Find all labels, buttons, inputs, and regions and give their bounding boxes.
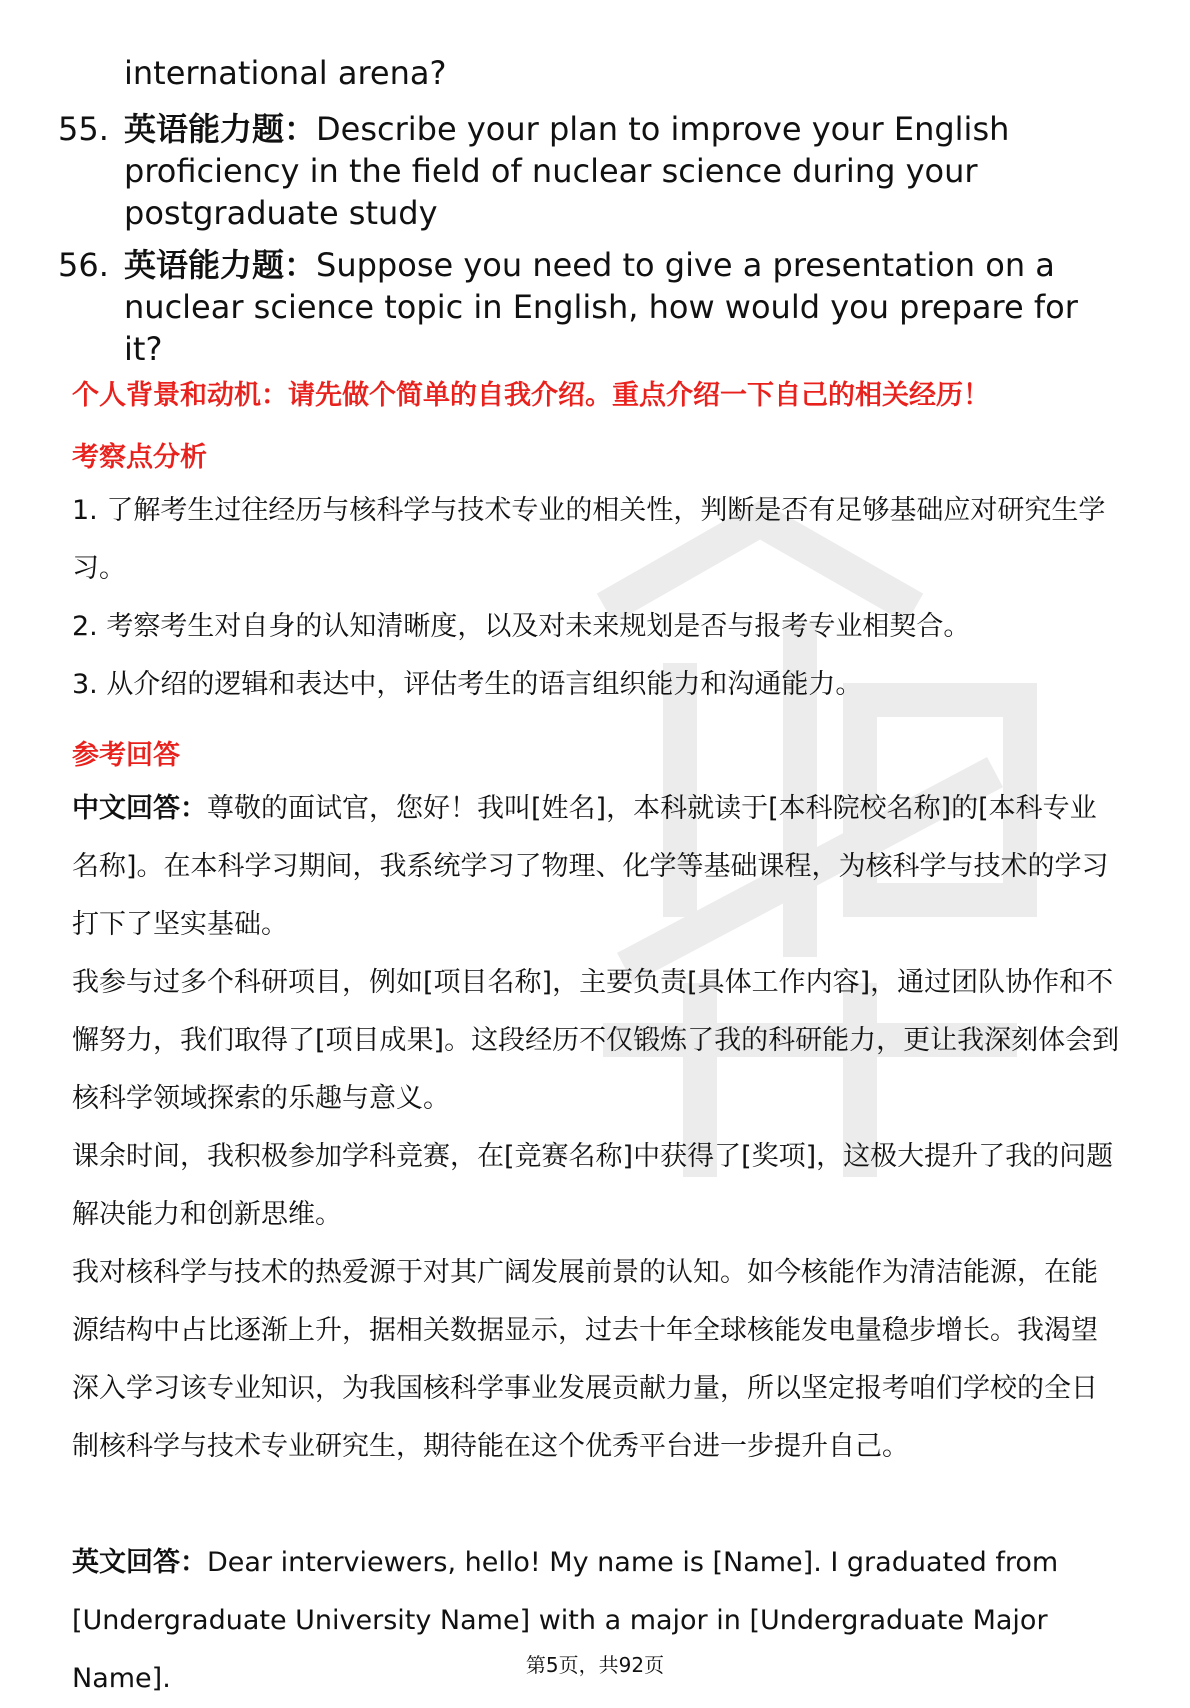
cn-answer-paragraph-2: 我参与过多个科研项目，例如[项目名称]，主要负责[具体工作内容]，通过团队协作和不懈努力，我们取得了[项目成果]。这段经历不仅锻炼了我的科研能力，更让我深刻体会到核科学领域探索的乐趣与意义。 xyxy=(72,967,1120,1114)
en-answer-label: 英文回答： xyxy=(72,1547,207,1578)
en-answer-paragraph xyxy=(72,1534,1122,1708)
question-text: Describe your plan to improve your English proficiency in the field of nuclear science during your postgraduate study xyxy=(124,110,1010,232)
page-footer: 第5页，共92页 xyxy=(525,1653,665,1677)
question-label: 英语能力题： xyxy=(124,246,317,284)
cn-answer-label: 中文回答： xyxy=(72,793,207,824)
cn-answer-paragraph-3: 课余时间，我积极参加学科竞赛，在[竞赛名称]中获得了[奖项]，这极大提升了我的问题解决能力和创新思维。 xyxy=(72,1141,1114,1230)
analysis-heading: 考察点分析 xyxy=(72,442,207,473)
reference-heading: 参考回答 xyxy=(72,740,180,771)
question-55 xyxy=(58,108,1138,234)
intro-heading: 个人背景和动机：请先做个简单的自我介绍。重点介绍一下自己的相关经历！ xyxy=(72,380,990,411)
question-54-continuation: international arena? xyxy=(124,54,447,92)
question-label: 英语能力题： xyxy=(124,110,317,148)
en-answer-text: Dear interviewers, hello! My name is [Name]. I graduated from [Undergraduate University Name] with a major in [Undergraduate Major Name]. xyxy=(72,1547,1059,1694)
question-number: 55. xyxy=(58,110,109,148)
question-56 xyxy=(58,244,1138,368)
question-number: 56. xyxy=(58,246,109,284)
analysis-point-3: 3. 从介绍的逻辑和表达中，评估考生的语言组织能力和沟通能力。 xyxy=(72,669,863,700)
cn-answer-paragraph-4: 我对核科学与技术的热爱源于对其广阔发展前景的认知。如今核能作为清洁能源，在能源结构中占比逐渐上升，据相关数据显示，过去十年全球核能发电量稳步增长。我渴望深入学习该专业知识，为我国核科学事业发展贡献力量，所以坚定报考咱们学校的全日制核科学与技术专业研究生，期待能在这个优秀平台进一步提升自己。 xyxy=(72,1257,1098,1462)
cn-answer-paragraph-1 xyxy=(72,780,1122,954)
question-text: Suppose you need to give a presentation on a nuclear science topic in English, how would you prepare for it? xyxy=(124,246,1078,368)
question-body xyxy=(124,108,1124,234)
question-body xyxy=(124,244,1124,370)
analysis-point-2: 2. 考察考生对自身的认知清晰度，以及对未来规划是否与报考专业相契合。 xyxy=(72,611,971,642)
analysis-point-1: 1. 了解考生过往经历与核科学与技术专业的相关性，判断是否有足够基础应对研究生学习。 xyxy=(72,495,1106,584)
cn-answer-text: 尊敬的面试官，您好！我叫[姓名]，本科就读于[本科院校名称]的[本科专业名称]。在本科学习期间，我系统学习了物理、化学等基础课程，为核科学与技术的学习打下了坚实基础。 xyxy=(72,793,1109,940)
